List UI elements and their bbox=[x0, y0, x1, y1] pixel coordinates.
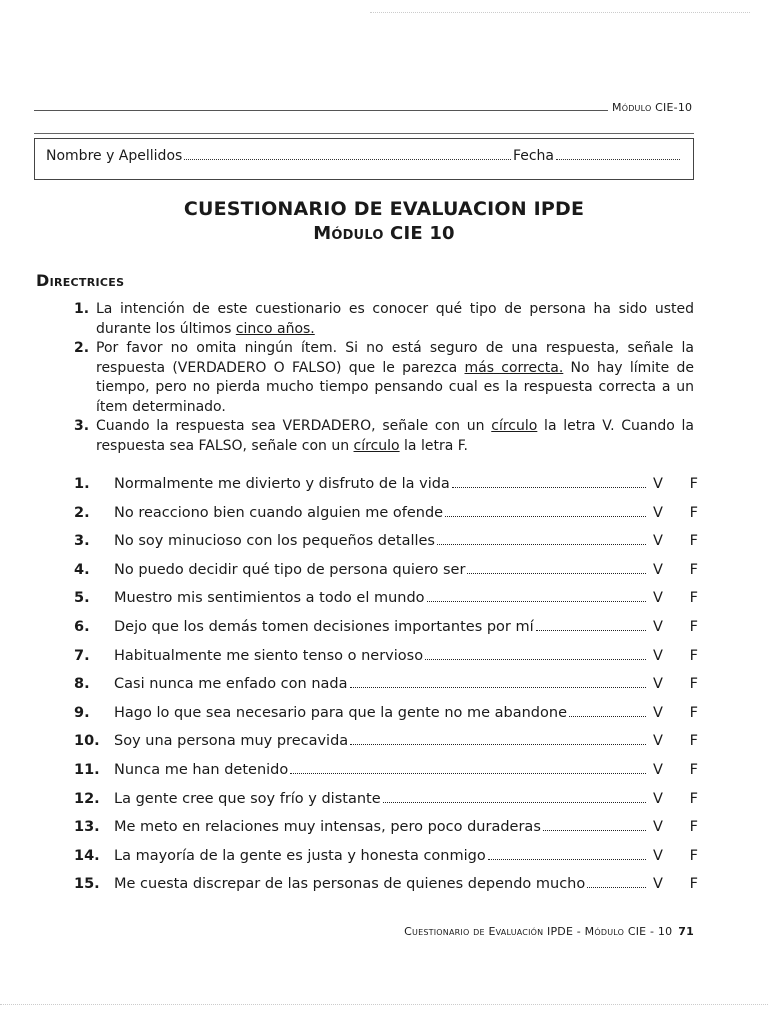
leader-dots bbox=[569, 705, 646, 717]
module-label: Módulo CIE-10 bbox=[612, 101, 693, 114]
question-number: 14. bbox=[74, 847, 100, 864]
directive-text-part: Por favor no omita ningún ítem. Si no está seguro de una respuesta, señale la respuesta (VERDADERO O FALSO) que le parezca bbox=[96, 340, 694, 376]
question-number: 5. bbox=[74, 590, 90, 607]
scan-edge-bottom bbox=[0, 1004, 768, 1005]
answer-f[interactable]: F bbox=[689, 847, 698, 864]
directive-item bbox=[74, 417, 694, 456]
leader-dots bbox=[427, 590, 646, 602]
question-row bbox=[74, 533, 698, 562]
directive-underlined: círculo bbox=[491, 418, 538, 434]
leader-dots bbox=[350, 676, 647, 688]
question-row bbox=[74, 705, 698, 734]
directive-text-part: la letra F. bbox=[399, 437, 468, 454]
directive-underlined: más correcta. bbox=[464, 359, 564, 376]
question-text: La mayoría de la gente es justa y honesta conmigo bbox=[114, 847, 486, 864]
question-number: 10. bbox=[74, 733, 100, 750]
answer-v[interactable]: V bbox=[653, 876, 663, 893]
question-number: 4. bbox=[74, 561, 90, 578]
answer-f[interactable]: F bbox=[689, 704, 698, 721]
answer-f[interactable]: F bbox=[689, 647, 698, 664]
answer-v[interactable]: V bbox=[653, 790, 663, 807]
leader-dots bbox=[445, 505, 646, 517]
leader-dots bbox=[452, 476, 646, 488]
question-text: No soy minucioso con los pequeños detalles bbox=[114, 533, 435, 550]
question-row bbox=[74, 791, 698, 820]
question-row bbox=[74, 762, 698, 791]
question-text: Me meto en relaciones muy intensas, pero poco duraderas bbox=[114, 819, 541, 836]
question-row bbox=[74, 476, 698, 505]
question-number: 6. bbox=[74, 618, 90, 635]
directive-number: 3. bbox=[74, 418, 90, 434]
directive-number: 1. bbox=[74, 301, 90, 317]
footer-text: Cuestionario de Evaluación IPDE - Módulo CIE - 10 bbox=[404, 925, 673, 938]
question-number: 15. bbox=[74, 876, 100, 893]
question-number: 7. bbox=[74, 647, 90, 664]
answer-f[interactable]: F bbox=[689, 733, 698, 750]
answer-v[interactable]: V bbox=[653, 476, 663, 492]
question-number: 13. bbox=[74, 819, 100, 836]
answer-v[interactable]: V bbox=[653, 733, 663, 750]
leader-dots bbox=[290, 762, 646, 774]
leader-dots bbox=[587, 876, 646, 888]
directive-item bbox=[74, 300, 694, 339]
answer-f[interactable]: F bbox=[689, 676, 698, 693]
date-field[interactable] bbox=[556, 147, 680, 160]
question-number: 1. bbox=[74, 476, 90, 492]
answer-v[interactable]: V bbox=[653, 676, 663, 693]
answer-f[interactable]: F bbox=[689, 561, 698, 578]
document-subtitle: Módulo CIE 10 bbox=[313, 223, 455, 244]
name-date-row bbox=[46, 147, 682, 169]
question-row bbox=[74, 819, 698, 848]
question-row bbox=[74, 848, 698, 877]
directive-text-part: No hay límite de tiempo, pero no pierda mucho tiempo pensando cual es la respuesta correcta a un ítem determinado. bbox=[96, 359, 694, 415]
answer-f[interactable]: F bbox=[689, 618, 698, 635]
answer-v[interactable]: V bbox=[653, 819, 663, 836]
directive-text bbox=[96, 339, 694, 417]
page-number: 71 bbox=[678, 925, 694, 938]
question-number: 9. bbox=[74, 704, 90, 721]
question-row bbox=[74, 590, 698, 619]
answer-v[interactable]: V bbox=[653, 704, 663, 721]
question-text: Soy una persona muy precavida bbox=[114, 733, 349, 750]
answer-v[interactable]: V bbox=[653, 533, 663, 550]
directive-underlined: cinco años. bbox=[235, 320, 315, 337]
question-list bbox=[74, 476, 698, 905]
question-row bbox=[74, 876, 698, 905]
document-title: CUESTIONARIO DE EVALUACION IPDE bbox=[183, 198, 585, 220]
question-text: La gente cree que soy frío y distante bbox=[114, 790, 381, 807]
answer-v[interactable]: V bbox=[653, 647, 663, 664]
answer-f[interactable]: F bbox=[689, 790, 698, 807]
question-row bbox=[74, 676, 698, 705]
answer-f[interactable]: F bbox=[689, 533, 698, 550]
directive-text bbox=[96, 300, 694, 339]
date-label: Fecha bbox=[512, 148, 554, 164]
question-text: No puedo decidir qué tipo de persona quiero ser bbox=[114, 561, 466, 578]
header-rule bbox=[34, 110, 608, 111]
directives-heading: Directrices bbox=[36, 271, 125, 290]
scan-edge-top bbox=[370, 12, 750, 13]
answer-v[interactable]: V bbox=[653, 847, 663, 864]
question-row bbox=[74, 733, 698, 762]
directive-number: 2. bbox=[74, 340, 90, 356]
directive-text-part: Cuando la respuesta sea VERDADERO, señale con un bbox=[96, 418, 492, 434]
answer-f[interactable]: F bbox=[689, 819, 698, 836]
question-number: 8. bbox=[74, 676, 90, 693]
directive-text-part: la letra V. Cuando la respuesta sea FALSO, señale con un bbox=[96, 418, 695, 454]
leader-dots bbox=[437, 533, 646, 545]
answer-v[interactable]: V bbox=[653, 618, 663, 635]
form-box-top-rule bbox=[34, 133, 694, 134]
answer-f[interactable]: F bbox=[689, 476, 698, 492]
directive-text bbox=[96, 417, 694, 456]
directive-underlined: círculo bbox=[353, 437, 400, 454]
question-number: 12. bbox=[74, 790, 100, 807]
directive-text-part: La intención de este cuestionario es conocer qué tipo de persona ha sido usted durante los últimos bbox=[96, 301, 694, 337]
answer-v[interactable]: V bbox=[653, 561, 663, 578]
question-text: Habitualmente me siento tenso o nervioso bbox=[114, 647, 424, 664]
question-row bbox=[74, 619, 698, 648]
question-text: Nunca me han detenido bbox=[114, 761, 289, 778]
answer-f[interactable]: F bbox=[689, 590, 698, 607]
answer-v[interactable]: V bbox=[653, 590, 663, 607]
answer-v[interactable]: V bbox=[653, 504, 663, 521]
question-text: Hago lo que sea necesario para que la gente no me abandone bbox=[114, 704, 567, 721]
leader-dots bbox=[425, 648, 646, 660]
question-text: Casi nunca me enfado con nada bbox=[114, 676, 348, 693]
question-text: No reacciono bien cuando alguien me ofende bbox=[114, 504, 444, 521]
answer-v[interactable]: V bbox=[653, 761, 663, 778]
answer-f[interactable]: F bbox=[689, 876, 698, 893]
name-field[interactable] bbox=[184, 147, 511, 160]
question-text: Dejo que los demás tomen decisiones importantes por mí bbox=[114, 618, 534, 635]
leader-dots bbox=[543, 819, 646, 831]
question-text: Me cuesta discrepar de las personas de quienes dependo mucho bbox=[114, 876, 586, 893]
question-number: 11. bbox=[74, 761, 100, 778]
leader-dots bbox=[350, 733, 646, 745]
question-row bbox=[74, 562, 698, 591]
directives-list bbox=[74, 300, 694, 456]
leader-dots bbox=[467, 562, 646, 574]
leader-dots bbox=[536, 619, 646, 631]
directive-item bbox=[74, 339, 694, 417]
leader-dots bbox=[383, 791, 646, 803]
question-row bbox=[74, 505, 698, 534]
answer-f[interactable]: F bbox=[689, 761, 698, 778]
question-text: Muestro mis sentimientos a todo el mundo bbox=[114, 590, 425, 607]
page-footer bbox=[404, 925, 694, 938]
question-number: 2. bbox=[74, 504, 90, 521]
question-number: 3. bbox=[74, 533, 90, 550]
question-text: Normalmente me divierto y disfruto de la vida bbox=[114, 476, 450, 492]
name-label: Nombre y Apellidos bbox=[46, 148, 183, 164]
question-row bbox=[74, 648, 698, 677]
leader-dots bbox=[488, 848, 646, 860]
answer-f[interactable]: F bbox=[689, 504, 698, 521]
